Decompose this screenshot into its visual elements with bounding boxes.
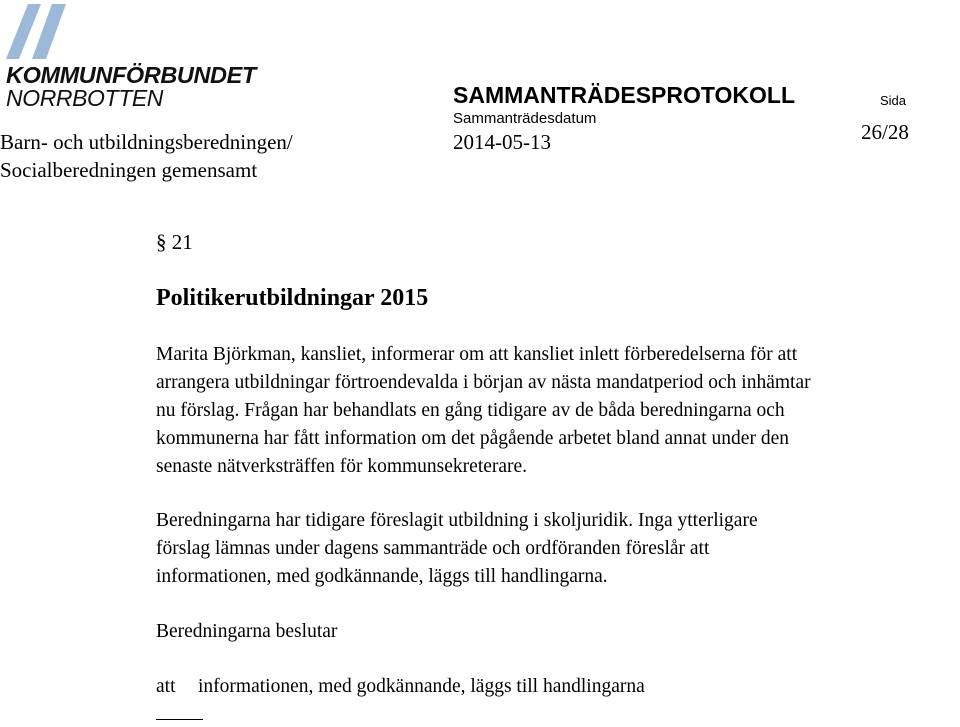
decision-heading — [156, 618, 956, 646]
meeting-date: 2014-05-13 — [453, 130, 551, 154]
paragraph-proposal — [156, 507, 956, 591]
paragraph-line: Beredningarna har tidigare föreslagit utbildning i skoljuridik. Inga ytterligare — [156, 510, 758, 531]
logo-text-line2: NORRBOTTEN — [6, 85, 164, 111]
paragraph-line: arrangera utbildningar förtroendevalda i början av nästa mandatperiod och inhämtar — [156, 372, 811, 393]
decision-att: att — [156, 676, 176, 697]
paragraph-line: senaste nätverksträffen för kommunsekreterare. — [156, 456, 528, 477]
kommunforbundet-logo — [4, 4, 256, 111]
paragraph-line: förslag lämnas under dagens sammanträde och ordföranden föreslår att — [156, 538, 710, 559]
paragraph-line: kommunerna har fått information om det pågående arbetet bland annat under den — [156, 428, 789, 449]
signature-rule — [156, 719, 203, 720]
paragraph-line: nu förslag. Frågan har behandlats en gång tidigare av de båda beredningarna och — [156, 400, 785, 421]
page-label: Sida — [880, 93, 907, 108]
logo-stripes-icon — [4, 4, 74, 60]
paragraph-line: Marita Björkman, kansliet, informerar om att kansliet inlett förberedelserna för att — [156, 344, 798, 365]
paragraph-information — [156, 341, 956, 481]
section-number: § 21 — [156, 230, 193, 254]
protocol-title: SAMMANTRÄDESPROTOKOLL — [453, 82, 796, 108]
date-label: Sammanträdesdatum — [453, 110, 597, 127]
paragraph-line: informationen, med godkännande, läggs till handlingarna. — [156, 566, 608, 587]
committee-name-line1: Barn- och utbildningsberedningen/ — [0, 130, 293, 154]
decision-heading-text: Beredningarna beslutar — [156, 621, 338, 642]
decision-text: informationen, med godkännande, läggs till handlingarna — [198, 676, 645, 697]
committee-name-line2: Socialberedningen gemensamt — [0, 158, 258, 182]
section-title: Politikerutbildningar 2015 — [156, 285, 429, 311]
logo-text-line1: KOMMUNFÖRBUNDET — [6, 62, 256, 88]
decision-statement — [156, 673, 645, 701]
page-number: 26/28 — [861, 120, 909, 144]
